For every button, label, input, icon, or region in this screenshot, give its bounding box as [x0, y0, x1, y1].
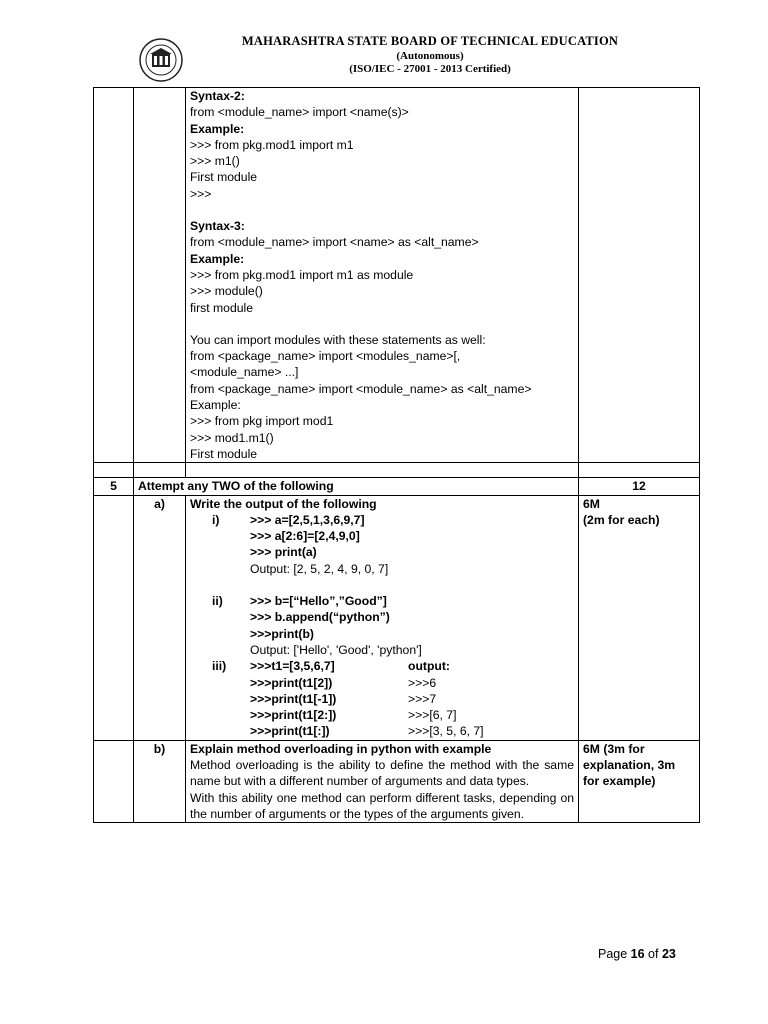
code-line: First module — [190, 170, 258, 185]
code-line: >>> module() — [190, 284, 263, 299]
table-row-spacer — [94, 463, 700, 478]
code-line: >>> b=[“Hello”,”Good”] — [250, 594, 387, 609]
code-line: >>> — [190, 186, 212, 201]
subquestion-label: b) — [134, 740, 186, 822]
text-line: from <package_name> import <module_name> as <alt_name> — [190, 381, 532, 396]
question-marks: 12 — [579, 478, 700, 495]
part-label: iii) — [212, 659, 227, 674]
subquestion-a-body — [186, 495, 579, 740]
subquestion-marks — [579, 495, 700, 740]
continuation-cell — [186, 88, 579, 463]
code-line: >>> mod1.m1() — [190, 430, 274, 445]
page-total: 23 — [661, 947, 676, 961]
marks-line: for example) — [583, 774, 656, 789]
code-line: >>> from pkg import mod1 — [190, 414, 334, 429]
syntax3-line: from <module_name> import <name> as <alt_name> — [190, 235, 479, 250]
code-line: >>> a[2:6]=[2,4,9,0] — [250, 529, 360, 544]
example-label: Example: — [190, 121, 245, 136]
code-line: >>> b.append(“python”) — [250, 610, 390, 625]
page-number — [598, 947, 676, 961]
marks-line: 6M (3m for — [583, 741, 645, 756]
syntax3-label: Syntax-3: — [190, 219, 245, 234]
question-number: 5 — [94, 478, 134, 495]
msbte-logo-icon — [138, 37, 184, 83]
question-title: Attempt any TWO of the following — [134, 478, 579, 495]
board-title: MAHARASHTRA STATE BOARD OF TECHNICAL EDUCATION — [241, 34, 619, 48]
code-line: >>>print(t1[2]) — [250, 675, 333, 690]
code-line: >>> m1() — [190, 154, 240, 169]
table-row-question-5 — [94, 478, 700, 495]
code-line: >>>t1=[3,5,6,7] — [250, 659, 335, 674]
output-line: Output: ['Hello', 'Good', 'python'] — [250, 642, 422, 657]
part-label: ii) — [212, 594, 223, 609]
output-value: >>>[3, 5, 6, 7] — [408, 724, 484, 739]
code-line: First module — [190, 446, 258, 461]
board-subtitle: (Autonomous) — [396, 50, 464, 62]
paragraph: With this ability one method can perform different tasks, depending on the number of arguments or the types of the arguments given. — [190, 790, 574, 821]
table-row-5a — [94, 495, 700, 740]
code-line: first module — [190, 300, 253, 315]
subquestion-marks — [579, 740, 700, 822]
example-label: Example: — [190, 251, 245, 266]
syntax2-label: Syntax-2: — [190, 89, 245, 103]
subquestion-title: Write the output of the following — [190, 496, 377, 511]
output-value: >>>7 — [408, 691, 437, 706]
text-line: from <package_name> import <modules_name>[, — [190, 349, 461, 364]
table-row-5b — [94, 740, 700, 822]
table-row-continuation — [94, 88, 700, 463]
text-line: Example: — [190, 398, 241, 413]
code-line: >>>print(t1[:]) — [250, 724, 330, 739]
code-line: >>> print(a) — [250, 545, 317, 560]
paragraph: Method overloading is the ability to define the method with the same name but with a different number of arguments and data types. — [190, 757, 574, 789]
code-line: >>>print(t1[2:]) — [250, 708, 337, 723]
output-value: >>>[6, 7] — [408, 708, 457, 723]
code-line: >>>print(b) — [250, 626, 314, 641]
code-line: >>> from pkg.mod1 import m1 as module — [190, 267, 414, 282]
part-label: i) — [212, 512, 220, 527]
syntax2-line: from <module_name> import <name(s)> — [190, 105, 409, 120]
marks-line: (2m for each) — [583, 512, 660, 527]
subquestion-b-body — [186, 740, 579, 822]
text-line: <module_name> ...] — [190, 365, 299, 380]
page-of: of — [644, 947, 662, 961]
answer-table — [93, 87, 700, 823]
code-line: >>>print(t1[-1]) — [250, 691, 337, 706]
board-certification: (ISO/IEC - 27001 - 2013 Certified) — [349, 63, 511, 75]
output-line: Output: [2, 5, 2, 4, 9, 0, 7] — [250, 561, 389, 576]
code-line: >>> a=[2,5,1,3,6,9,7] — [250, 512, 365, 527]
marks-line: 6M — [583, 496, 600, 511]
text-line: You can import modules with these statements as well: — [190, 332, 486, 347]
marks-line: explanation, 3m — [583, 757, 676, 772]
subquestion-label: a) — [134, 495, 186, 740]
code-line: >>> from pkg.mod1 import m1 — [190, 137, 354, 152]
page-header — [0, 0, 768, 88]
output-label: output: — [408, 659, 450, 674]
subquestion-title: Explain method overloading in python with example — [190, 741, 492, 756]
output-value: >>>6 — [408, 675, 437, 690]
page-prefix: Page — [598, 947, 631, 961]
page-current: 16 — [630, 947, 645, 961]
